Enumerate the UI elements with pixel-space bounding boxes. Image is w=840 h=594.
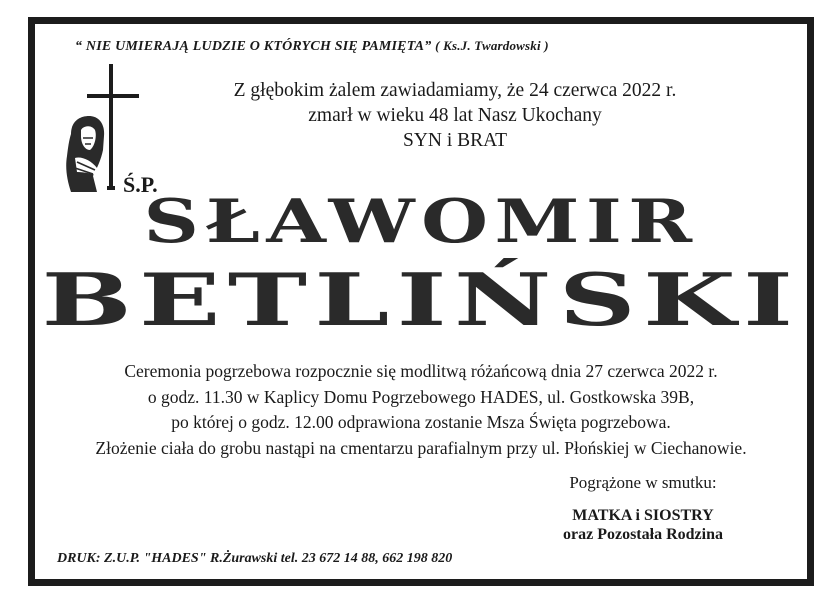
- announcement-line-2: zmarł w wieku 48 lat Nasz Ukochany: [308, 105, 602, 126]
- mourners-family-line-2: oraz Pozostała Rodzina: [563, 526, 723, 543]
- mourners-label: Pogrążone w smutku:: [569, 473, 717, 492]
- quote-text: “ NIE UMIERAJĄ LUDZIE O KTÓRYCH SIĘ PAMIĘTA”: [75, 39, 432, 54]
- ceremony-line-1: Ceremonia pogrzebowa rozpocznie się modlitwą różańcową dnia 27 czerwca 2022 r.: [124, 361, 718, 381]
- ceremony-line-2: o godz. 11.30 w Kaplicy Domu Pogrzebowego HADES, ul. Gostkowska 39B,: [147, 386, 695, 407]
- announcement-line-1: Z głębokim żalem zawiadamiamy, że 24 czerwca 2022 r.: [233, 80, 677, 101]
- mourners-family: [533, 506, 753, 544]
- deceased-first-name: SŁAWOMIR: [143, 187, 699, 257]
- sp-label: Ś.P.: [123, 172, 158, 197]
- quote-author: ( Ks.J. Twardowski ): [435, 38, 549, 53]
- obituary-content: [35, 24, 807, 579]
- ceremony-line-3: po której o godz. 12.00 odprawiona zostanie Msza Święta pogrzebowa.: [171, 412, 671, 432]
- obituary-frame: [28, 17, 814, 586]
- ceremony-details: [35, 359, 807, 461]
- mourners-family-line-1: MATKA i SIOSTRY: [572, 507, 714, 524]
- mourners-block: [533, 472, 753, 544]
- deceased-last-name: BETLIŃSKI: [41, 257, 801, 342]
- announcement-line-3: SYN i BRAT: [402, 130, 508, 151]
- print-info: DRUK: Z.U.P. "HADES" R.Żurawski tel. 23 672 14 88, 662 198 820: [57, 551, 453, 566]
- announcement: [175, 78, 735, 153]
- ceremony-line-4: Złożenie ciała do grobu nastąpi na cmentarzu parafialnym przy ul. Płońskiej w Ciechanowie.: [95, 437, 747, 458]
- memorial-quote: [75, 38, 549, 55]
